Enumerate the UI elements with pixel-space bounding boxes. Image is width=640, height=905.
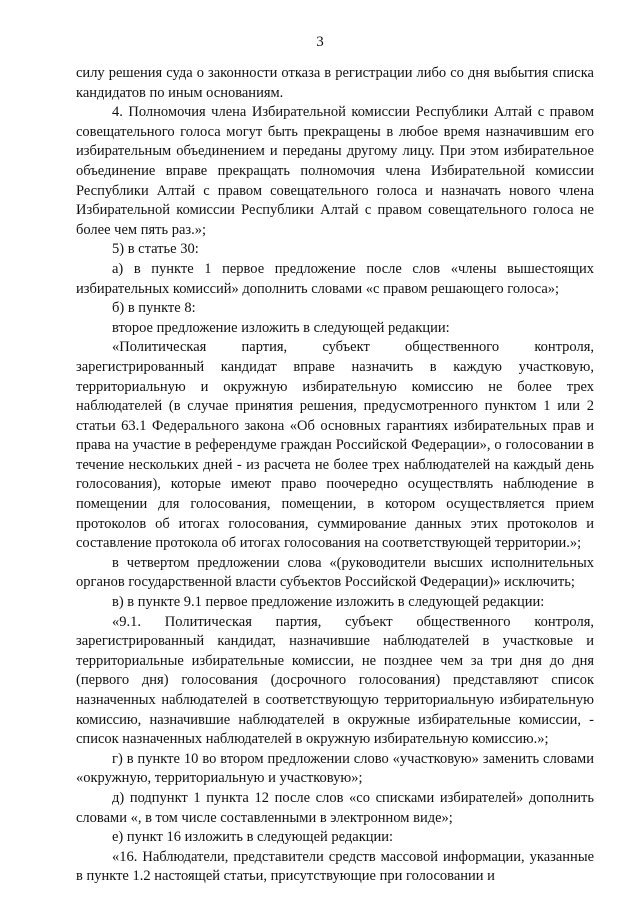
paragraph-quote-observers: «Политическая партия, субъект общественного контроля, зарегистрированный кандидат вправе назначить в каждую участковую, территориальную и окружную избирательную комиссию не более трех наблюдателей (в случае принятия решения, предусмотренного пунктом 1 или 2 статьи 63.1 Федерального закона «Об основных гарантиях избирательных прав и права на участие в референдуме граждан Российской Федерации», о голосовании в течение нескольких дней - из расчета не более трех наблюдателей на каждый день голосования), которые имеют право поочередно осуществлять наблюдение в помещении для голосования, помещении, в котором осуществляется прием протоколов об итогах голосования, суммирование данных этих протоколов и составление протокола об итогах голосования на соответствующей территории.»;: [76, 339, 594, 552]
paragraph-quote-9-1: «9.1. Политическая партия, субъект общественного контроля, зарегистрированный кандидат, назначившие наблюдателей в участковые и территориальные избирательные комиссии, не позднее чем за три дня до дня (первого дня) голосования (досрочного голосования) представляют список назначенных наблюдателей в соответствующую территориальную избирательную комиссию, назначившие наблюдателей в окружные избирательные комиссии, - список назначенных наблюдателей в окружную избирательную комиссию.»;: [76, 613, 594, 748]
paragraph-sub-g: г) в пункте 10 во втором предложении слово «участковую» заменить словами «окружную, территориальную и участковую»;: [76, 750, 594, 787]
document-body: [76, 64, 594, 887]
paragraph-continuation: силу решения суда о законности отказа в регистрации либо со дня выбытия списка кандидатов по иным основаниям.: [76, 65, 594, 101]
paragraph-sub-d: д) подпункт 1 пункта 12 после слов «со списками избирателей» дополнить словами «, в том числе составленными в электронном виде»;: [76, 789, 594, 826]
paragraph-sub-e: е) пункт 16 изложить в следующей редакции:: [112, 829, 394, 846]
paragraph-second-sentence: второе предложение изложить в следующей редакции:: [112, 319, 450, 336]
paragraph-item-5: 5) в статье 30:: [112, 241, 199, 258]
paragraph-sub-b: б) в пункте 8:: [112, 300, 196, 317]
paragraph-item-4: 4. Полномочия члена Избирательной комиссии Республики Алтай с правом совещательного голоса могут быть прекращены в любое время назначившим его избирательным объединением и переданы другому лицу. При этом избирательное объединение вправе прекращать полномочия члена Избирательной комиссии Республики Алтай с правом совещательного голоса и назначать нового члена Избирательной комиссии Республики Алтай с правом совещательного голоса не более чем пять раз.»;: [76, 104, 594, 238]
paragraph-sub-a: а) в пункте 1 первое предложение после слов «члены вышестоящих избирательных комиссий» дополнить словами «с правом решающего голоса»;: [76, 260, 594, 297]
paragraph-quote-16: «16. Наблюдатели, представители средств массовой информации, указанные в пункте 1.2 настоящей статьи, присутствующие при голосовании и: [76, 848, 594, 885]
paragraph-sub-v: в) в пункте 9.1 первое предложение изложить в следующей редакции:: [112, 594, 545, 611]
page-number: 3: [316, 34, 324, 50]
paragraph-fourth-sentence: в четвертом предложении слова «(руководители высших исполнительных органов государственной власти субъектов Российской Федерации)» исключить;: [76, 554, 594, 591]
